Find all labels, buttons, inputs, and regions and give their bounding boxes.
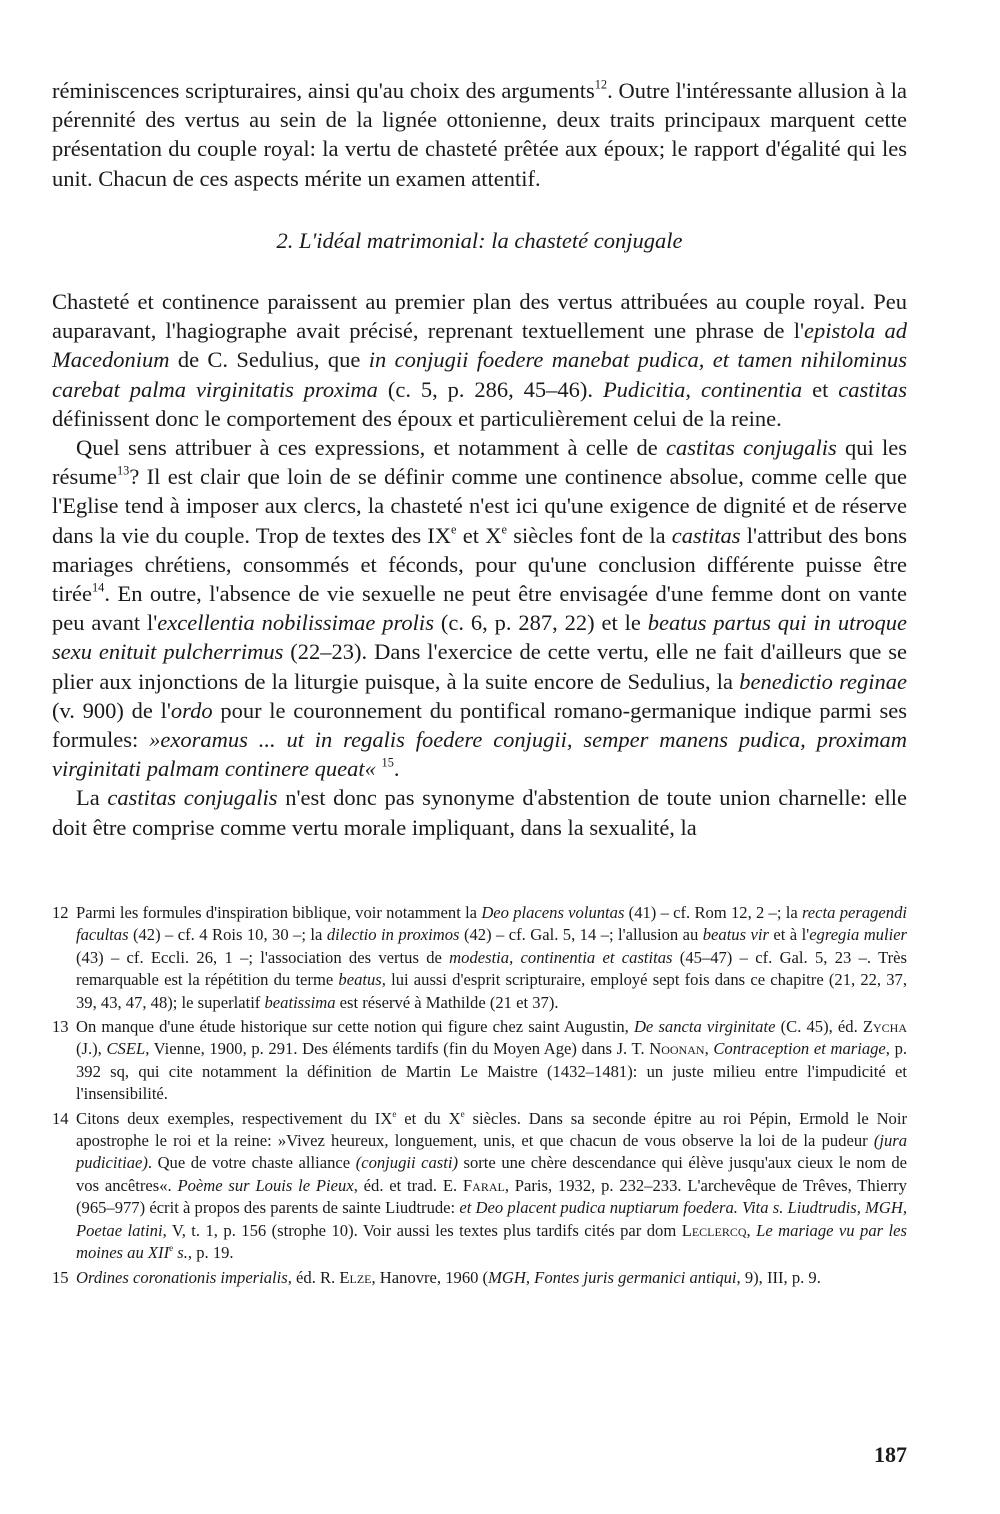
footnote-ref-12: 12 bbox=[594, 77, 608, 92]
footnote-number: 13 bbox=[52, 1017, 69, 1037]
main-text bbox=[52, 76, 907, 842]
footnote-12 bbox=[52, 902, 907, 1014]
footnote-13 bbox=[52, 1016, 907, 1106]
footnote-text: Parmi les formules d'inspiration biblique, voir notamment la Deo placens voluntas (41) – cf. Rom 12, 2 –; la recta peragendi facultas (42) – cf. 4 Rois 10, 30 –; la dilectio in proximos (42) – cf. Gal. 5, 14 –; l'allusion au beatus vir et à l'egregia mulier (43) – cf. Eccli. 26, 1 –; l'association des vertus de modestia, continentia et castitas (45–47) – cf. Gal. 5, 23 –. Très remarquable est la répétition du terme beatus, lui aussi d'esprit scripturaire, employé sept fois dans ce chapitre (21, 22, 37, 39, 43, 47, 48); le superlatif beatissima est réservé à Mathilde (21 et 37). bbox=[76, 903, 908, 1012]
footnote-15 bbox=[52, 1267, 907, 1289]
footnote-number: 12 bbox=[52, 903, 69, 922]
footnote-number: 15 bbox=[52, 1267, 69, 1287]
footnote-ref-15: 15 bbox=[381, 755, 394, 770]
footnote-text: On manque d'une étude historique sur cette notion qui figure chez saint Augustin, De sancta virginitate (C. 45), éd. Zycha (J.), CSEL, Vienne, 1900, p. 291. Des éléments tardifs (fin du Moyen Age) dans J. T. Noonan, Contraception et mariage, p. 392 sq, qui cite notamment la définition de Martin Le Maistre (1432–1481): un juste milieu entre l'impudicité et l'insensibilité. bbox=[76, 1017, 908, 1104]
footnote-ref-14: 14 bbox=[91, 580, 105, 595]
footnote-number: 14 bbox=[52, 1108, 69, 1128]
paragraph-3: La castitas conjugalis n'est donc pas synonyme d'abstention de toute union charnelle: elle doit être comprise comme vertu morale impliquant, dans la sexualité, la bbox=[52, 785, 908, 840]
paragraph-2: Quel sens attribuer à ces expressions, et notamment à celle de castitas conjugalis qui les résume$^{13}$? Il est clair que loin de se définir comme une continence absolue, comme celle que l'Eglise tend à imposer aux clercs, la chasteté n'est ici qu'une exigence de dignité et de réserve dans la vie du couple. Trop de textes des IXe et Xe siècles font de la castitas l'attribut des bons mariages chrétiens, consommés et féconds, pour qu'une conclusion différente puisse être tirée$^{14}$. En outre, l'absence de vie sexuelle ne peut être envisagée d'une femme dont on vante peu avant l'excellentia nobilissimae prolis (c. 6, p. 287, 22) et le beatus partus qui in utroque sexu enituit pulcherrimus (22–23). Dans l'exercice de cette vertu, elle ne fait d'ailleurs que se plier aux injonctions de la liturgie puisque, à la suite encore de Sedulius, la benedictio reginae (v. 900) de l'ordo pour le couronnement du pontifical romano-germanique indique parmi ses formules: »exoramus ... ut in regalis foedere conjugii, semper manens pudica, proximam virginitati palmam continere queat« $^{15}$. bbox=[52, 435, 908, 782]
footnote-14 bbox=[52, 1108, 907, 1265]
section-heading: 2. L'idéal matrimonial: la chasteté conjugale bbox=[276, 227, 683, 253]
footnote-text: Ordines coronationis imperialis, éd. R. Elze, Hanovre, 1960 (MGH, Fontes juris germanici antiqui, 9), III, p. 9. bbox=[76, 1267, 821, 1287]
footnote-text: Citons deux exemples, respectivement du IXe et du Xe siècles. Dans sa seconde épitre au roi Pépin, Ermold le Noir apostrophe le roi et la reine: »Vivez heureux, longuement, unis, et que chacun de vous observe la loi de la pudeur (jura pudicitiae). Que de votre chaste alliance (conjugii casti) sorte une chère descendance qui élève jusqu'aux cieux le nom de vos ancêtres«. Poème sur Louis le Pieux, éd. et trad. E. Faral, Paris, 1932, p. 232–233. L'archevêque de Trêves, Thierry (965–977) écrit à propos des parents de sainte Liudtrude: et Deo placent pudica nuptiarum foedera. Vita s. Liudtrudis, MGH, Poetae latini, V, t. 1, p. 156 (strophe 10). Voir aussi les textes plus tardifs cités par dom Leclercq, Le mariage vu par les moines au XIIe s., p. 19. bbox=[76, 1108, 907, 1263]
paragraph-1: Chasteté et continence paraissent au premier plan des vertus attribuées au couple royal. Peu auparavant, l'hagiographe avait précisé, reprenant textuellement une phrase de l'epistola ad Macedonium de C. Sedulius, que in conjugii foedere manebat pudica, et tamen nihilominus carebat palma virginitatis proxima (c. 5, p. 286, 45–46). Pudicitia, continentia et castitas définissent donc le comportement des époux et particulièrement celui de la reine. bbox=[52, 289, 907, 431]
footnote-ref-13: 13 bbox=[116, 463, 130, 478]
page-number: 187 bbox=[874, 1442, 907, 1467]
footnotes bbox=[52, 902, 907, 1291]
intro-paragraph: réminiscences scripturaires, ainsi qu'au choix des arguments$^{12}$. Outre l'intéressante allusion à la pérennité des vertus au sein de la lignée ottonienne, deux traits principaux marquent cette présentation du couple royal: la vertu de chasteté prêtée aux époux; le rapport d'égalité qui les unit. Chacun de ces aspects mérite un examen attentif. bbox=[52, 77, 907, 191]
